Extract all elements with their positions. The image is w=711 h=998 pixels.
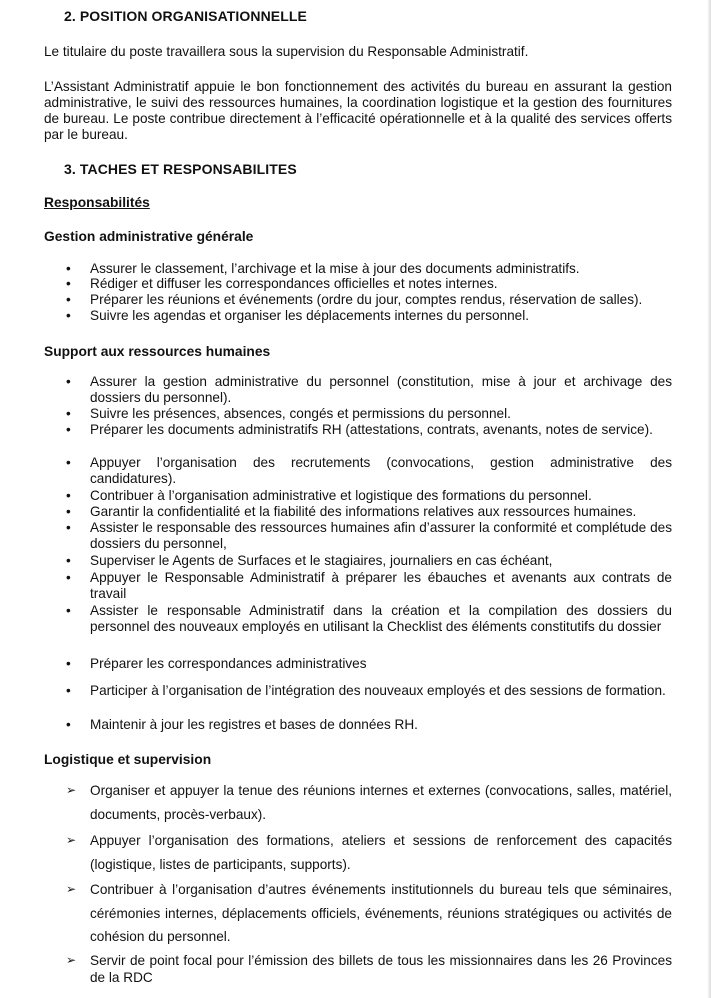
subsection-admin-title: Gestion administrative générale [44, 229, 254, 244]
list-item: • Assister le responsable Administratif dans la création et la compilation des dossiers du personnel des nouveaux employés en utilisant la Checklist des éléments constitutifs du dossier [66, 603, 672, 634]
bullet-icon: • [66, 292, 71, 307]
list-item: • Préparer les documents administratifs RH (attestations, contrats, avenants, notes de service). [66, 422, 653, 437]
section-2-heading: 2. POSITION ORGANISATIONNELLE [64, 8, 307, 24]
arrow-bullet-icon: ➢ [66, 833, 77, 847]
bullet-icon: • [66, 308, 71, 323]
list-item: • Superviser le Agents de Surfaces et le stagiaires, journaliers en cas échéant, [66, 553, 553, 568]
list-item: ➢ Organiser et appuyer la tenue des réunions internes et externes (convocations, salles, matériel, documents, procès-verbaux). [66, 779, 672, 826]
bullet-icon: • [66, 553, 71, 568]
bullet-icon: • [66, 570, 71, 585]
list-item: • Assurer le classement, l’archivage et la mise à jour des documents administratifs. [66, 261, 580, 276]
list-item: • Participer à l’organisation de l’intégration des nouveaux employés et des sessions de formation. [66, 683, 666, 698]
list-item: • Appuyer l’organisation des recrutements (convocations, gestion administrative des candidatures). [66, 455, 672, 486]
section-2-paragraph-2: L’Assistant Administratif appuie le bon fonctionnement des activités du bureau en assurant la gestion administrative, le suivi des ressources humaines, la coordination logistique et la gestion des fournitures de bureau. Le poste contribue directement à l’efficacité opérationnelle et à la qualité des services offerts par le bureau. [44, 79, 672, 142]
bullet-icon: • [66, 488, 71, 503]
bullet-icon: • [66, 455, 71, 470]
bullet-icon: • [66, 504, 71, 519]
subsection-hr-title: Support aux ressources humaines [44, 344, 271, 359]
bullet-icon: • [66, 683, 71, 698]
list-item: • Garantir la confidentialité et la fiabilité des informations relatives aux ressources humaines. [66, 504, 637, 519]
bullet-icon: • [66, 603, 71, 618]
arrow-bullet-icon: ➢ [66, 882, 77, 896]
responsibilities-heading: Responsabilités [44, 195, 150, 210]
list-item: • Suivre les présences, absences, congés et permissions du personnel. [66, 406, 511, 421]
bullet-icon: • [66, 261, 71, 276]
arrow-bullet-icon: ➢ [66, 783, 77, 797]
list-item: • Rédiger et diffuser les correspondances officielles et notes internes. [66, 276, 498, 291]
bullet-icon: • [66, 422, 71, 437]
list-item: • Contribuer à l’organisation administrative et logistique des formations du personnel. [66, 488, 592, 503]
bullet-icon: • [66, 374, 71, 389]
list-item: • Assurer la gestion administrative du personnel (constitution, mise à jour et archivage des dossiers du personnel). [66, 374, 672, 405]
bullet-icon: • [66, 717, 71, 732]
list-item: ➢ Appuyer l’organisation des formations, ateliers et sessions de renforcement des capacités (logistique, listes de participants, supports). [66, 829, 672, 876]
list-item: • Assister le responsable des ressources humaines afin d’assurer la conformité et complétude des dossiers du personnel, [66, 520, 672, 551]
list-item: ➢ Servir de point focal pour l’émission des billets de tous les missionnaires dans les 26 Provinces de la RDC [66, 953, 672, 985]
bullet-icon: • [66, 406, 71, 421]
list-item: • Préparer les correspondances administratives [66, 656, 367, 671]
bullet-icon: • [66, 520, 71, 535]
section-2-paragraph-1: Le titulaire du poste travaillera sous la supervision du Responsable Administratif. [44, 44, 529, 59]
subsection-logistics-title: Logistique et supervision [44, 752, 212, 767]
bullet-icon: • [66, 276, 71, 291]
list-item: • Appuyer le Responsable Administratif à préparer les ébauches et avenants aux contrats de travail [66, 570, 672, 601]
list-item: ➢ Contribuer à l’organisation d’autres événements institutionnels du bureau tels que séminaires, cérémonies internes, déplacements officiels, événements, réunions stratégiques ou activités de cohésion du personnel. [66, 878, 672, 949]
list-item: • Préparer les réunions et événements (ordre du jour, comptes rendus, réservation de salles). [66, 292, 643, 307]
arrow-bullet-icon: ➢ [66, 953, 77, 967]
list-item: • Maintenir à jour les registres et bases de données RH. [66, 717, 418, 732]
list-item: • Suivre les agendas et organiser les déplacements internes du personnel. [66, 308, 530, 323]
bullet-icon: • [66, 656, 71, 671]
section-3-heading: 3. TACHES ET RESPONSABILITES [64, 161, 297, 177]
